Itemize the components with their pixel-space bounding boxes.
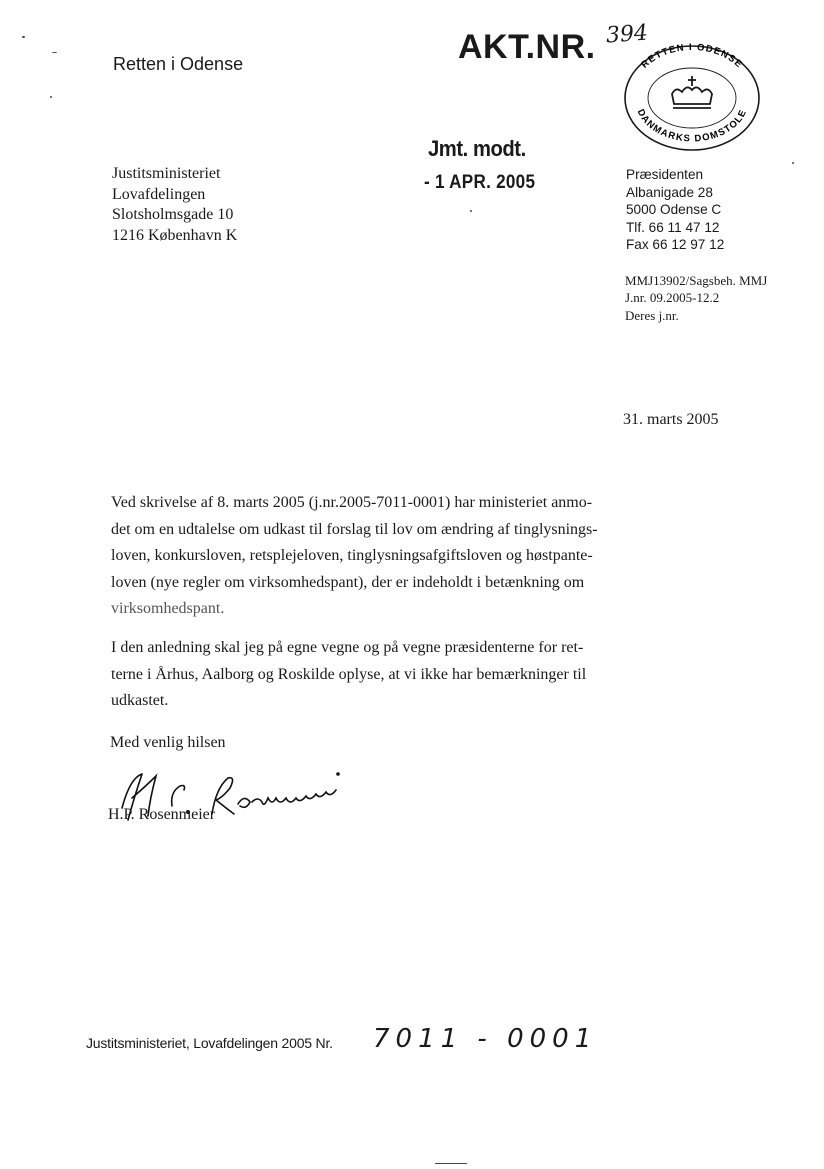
body-line: Ved skrivelse af 8. marts 2005 (j.nr.2005-7011-0001) har ministeriet anmo- xyxy=(111,494,593,511)
akt-nr-label: AKT.NR. xyxy=(458,28,596,66)
signer-name: H.P. Rosenmeier xyxy=(108,806,216,823)
body-line: terne i Århus, Aalborg og Roskilde oplyse, at vi ikke har bemærkninger til xyxy=(111,665,587,683)
sender-line: Albanigade 28 xyxy=(626,184,713,200)
scan-speck xyxy=(435,1163,467,1164)
letter-body xyxy=(111,490,639,709)
seal-top-text: RETTEN I ODENSE xyxy=(639,42,745,71)
paragraph-2 xyxy=(111,635,586,715)
sender-line: 5000 Odense C xyxy=(626,202,722,217)
sender-line: Tlf. 66 11 47 12 xyxy=(626,219,720,235)
seal-bottom-text: DANMARKS DOMSTOLE xyxy=(634,107,750,145)
scan-speck xyxy=(22,36,25,38)
scan-speck xyxy=(792,162,794,164)
footer-case-label: Justitsministeriet, Lovafdelingen 2005 Nr. xyxy=(86,1035,333,1051)
body-line: udkastet. xyxy=(111,692,169,709)
recipient-line: Lovafdelingen xyxy=(112,185,206,203)
reference-line: Deres j.nr. xyxy=(625,307,679,323)
closing-greeting: Med venlig hilsen xyxy=(110,734,226,751)
sender-line: Fax 66 12 97 12 xyxy=(626,237,725,252)
recipient-line: Slotsholmsgade 10 xyxy=(112,206,234,224)
received-stamp-date: - 1 APR. 2005 xyxy=(424,172,536,193)
svg-text:RETTEN I ODENSE xyxy=(639,42,745,71)
crown-icon xyxy=(672,76,712,108)
paragraph-1 xyxy=(111,490,639,623)
recipient-line: 1216 København K xyxy=(112,226,238,244)
reference-numbers xyxy=(625,272,767,324)
body-line: loven (nye regler om virksomhedspant), der er indeholdt i betænkning om xyxy=(111,573,585,591)
scan-speck xyxy=(52,52,57,53)
sender-address xyxy=(626,166,724,254)
body-line: I den anledning skal jeg på egne vegne og på vegne præsidenterne for ret- xyxy=(111,639,584,656)
scan-speck xyxy=(470,210,472,212)
sender-line: Præsidenten xyxy=(626,167,704,182)
reference-line: MMJ13902/Sagsbeh. MMJ xyxy=(625,273,768,288)
court-name: Retten i Odense xyxy=(113,54,244,74)
court-seal-stamp xyxy=(622,42,762,154)
recipient-line: Justitsministeriet xyxy=(112,165,221,182)
body-line: loven, konkursloven, retsplejeloven, tinglysningsafgiftsloven og høstpante- xyxy=(111,547,593,564)
letter-date: 31. marts 2005 xyxy=(623,411,719,428)
scan-speck xyxy=(50,96,52,98)
received-stamp-label: Jmt. modt. xyxy=(428,136,526,161)
body-line: det om en udtalelse om udkast til forslag til lov om ændring af tinglysnings- xyxy=(111,520,598,538)
footer-case-number-handwritten: 7011 - 0001 xyxy=(373,1024,598,1054)
akt-nr-handwritten: 394 xyxy=(605,20,649,49)
reference-line: J.nr. 09.2005-12.2 xyxy=(625,290,720,306)
recipient-address xyxy=(112,164,237,246)
body-line: virksomhedspant. xyxy=(111,600,225,617)
